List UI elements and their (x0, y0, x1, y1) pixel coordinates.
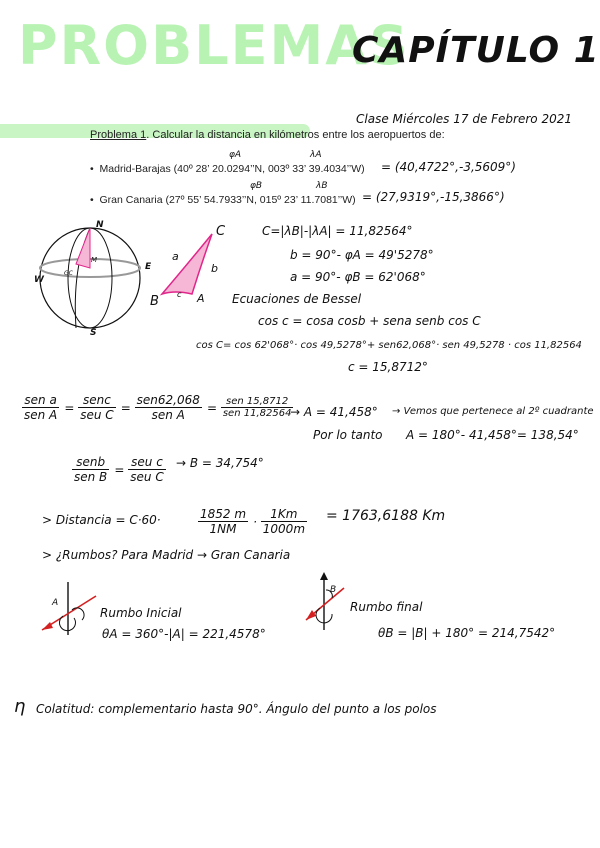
quadrant-note: → Vemos que pertenece al 2º cuadrante (392, 406, 594, 417)
page-title: PROBLEMAS (18, 14, 410, 77)
b-equation: b = 90°- φA = 49'5278° (290, 248, 434, 262)
A-result: → A = 41,458° (290, 405, 378, 419)
lon-b-label: λB (316, 181, 328, 191)
tri-c-side: c (177, 290, 182, 299)
theta-a-equation: θA = 360°-|A| = 221,4578° (102, 627, 266, 641)
B-result: → B = 34,754° (176, 456, 264, 470)
problem-statement (90, 129, 445, 141)
sine-law-b-row: $\frac{\text{senb}}{\text{sen B}}$ = $\frac{\text{seu c}}{\text{seu C}}$ (74, 455, 164, 484)
conversion-row: $\frac{1852 m}{1NM}$ · $\frac{1Km}{1000m}$ (200, 507, 306, 536)
A-final: A = 180°- 41,458°= 138,54° (406, 428, 579, 442)
globe-n-label: N (96, 220, 104, 230)
c-result: c = 15,8712° (348, 360, 428, 374)
tri-a-side: a (172, 250, 179, 263)
frac-senc-senC-2: $\frac{\text{seu c}}{\text{seu C}}$ (130, 455, 164, 484)
cos-substitution: cos C= cos 62'068°· cos 49,5278°+ sen62,068°· sen 49,5278 · cos 11,82564 (196, 340, 582, 351)
angle-B-label: B (330, 585, 337, 595)
lat-b-label: φB (250, 181, 263, 191)
distance-label: > Distancia = C·60· (42, 513, 161, 527)
globe-m-label: M (91, 256, 98, 264)
globe-diagram (32, 218, 152, 343)
problem-label: Problema 1 (90, 129, 147, 141)
madrid-decimal: = (40,4722°,-3,5609°) (381, 160, 516, 174)
rumbo-final-label: Rumbo final (350, 600, 423, 614)
airport-gran-canaria: • Gran Canaria (27º 55’ 54.7933’’N, 015º 23’ 11.7081’’W) (90, 194, 356, 206)
sine-law-row: $\frac{\text{sen a}}{\text{sen A}}$ = $\frac{\text{senc}}{\text{seu C}}$ = $\frac{\text{sen62,068}}{\text{sen A}}$ = $\frac{\text{sen 15,8712}}{\text{sen 11,82564}}$ (24, 393, 292, 422)
frac-sen15-sen11: $\frac{\text{sen 15,8712}}{\text{sen 11,82564}}$ (222, 396, 292, 419)
cos-formula: cos c = cosa cosb + sena senb cos C (258, 314, 481, 328)
distance-result: = 1763,6188 Km (326, 508, 446, 524)
rumbo-final-diagram (298, 572, 358, 634)
tri-b-vertex: B (150, 294, 159, 309)
problem-text: . Calcular la distancia en kilómetros entre los aeropuertos de: (146, 129, 445, 141)
airport-madrid: • Madrid-Barajas (40º 28’ 20.0294’’N, 003º 33’ 39.4034’’W) (90, 163, 365, 175)
tri-a-vertex: A (197, 292, 205, 305)
a-equation: a = 90°- φB = 62'068° (290, 270, 426, 284)
gran-canaria-decimal: = (27,9319°,-15,3866°) (362, 190, 505, 204)
session-date: Clase Miércoles 17 de Febrero 2021 (356, 112, 572, 126)
bessel-heading: Ecuaciones de Bessel (232, 292, 362, 306)
lat-a-label: φA (229, 150, 242, 160)
rumbos-heading: > ¿Rumbos? Para Madrid → Gran Canaria (42, 548, 291, 562)
frac-sen62-senA: $\frac{\text{sen62,068}}{\text{sen A}}$ (136, 393, 200, 422)
globe-e-label: E (145, 262, 152, 272)
lon-a-label: λA (310, 150, 322, 160)
tri-b-side: b (211, 262, 218, 275)
globe-s-label: S (90, 328, 97, 338)
chapter-title: CAPÍTULO 1 (352, 30, 600, 71)
frac-1852m-1NM: $\frac{1852 m}{1NM}$ (200, 507, 247, 536)
tri-c-vertex: C (216, 224, 226, 239)
globe-gc-label: GC (64, 270, 73, 277)
rumbo-inicial-label: Rumbo Inicial (100, 606, 182, 620)
globe-w-label: W (34, 275, 44, 285)
frac-senc-senC: $\frac{\text{senc}}{\text{seu C}}$ (80, 393, 114, 422)
frac-1km-1000m: $\frac{1Km}{1000m}$ (262, 507, 306, 536)
frac-sena-senA: $\frac{\text{sen a}}{\text{sen A}}$ (24, 393, 58, 422)
colatitud-note: Colatitud: complementario hasta 90°. Ángulo del punto a los polos (36, 702, 437, 716)
c-equation: C=|λB|-|λA| = 11,82564° (262, 224, 413, 238)
theta-b-equation: θB = |B| + 180° = 214,7542° (378, 626, 556, 640)
frac-senb-senB: $\frac{\text{senb}}{\text{sen B}}$ (74, 455, 108, 484)
eta-symbol: η (14, 696, 26, 717)
angle-A-label: A (52, 598, 59, 608)
therefore-label: Por lo tanto (313, 428, 383, 442)
